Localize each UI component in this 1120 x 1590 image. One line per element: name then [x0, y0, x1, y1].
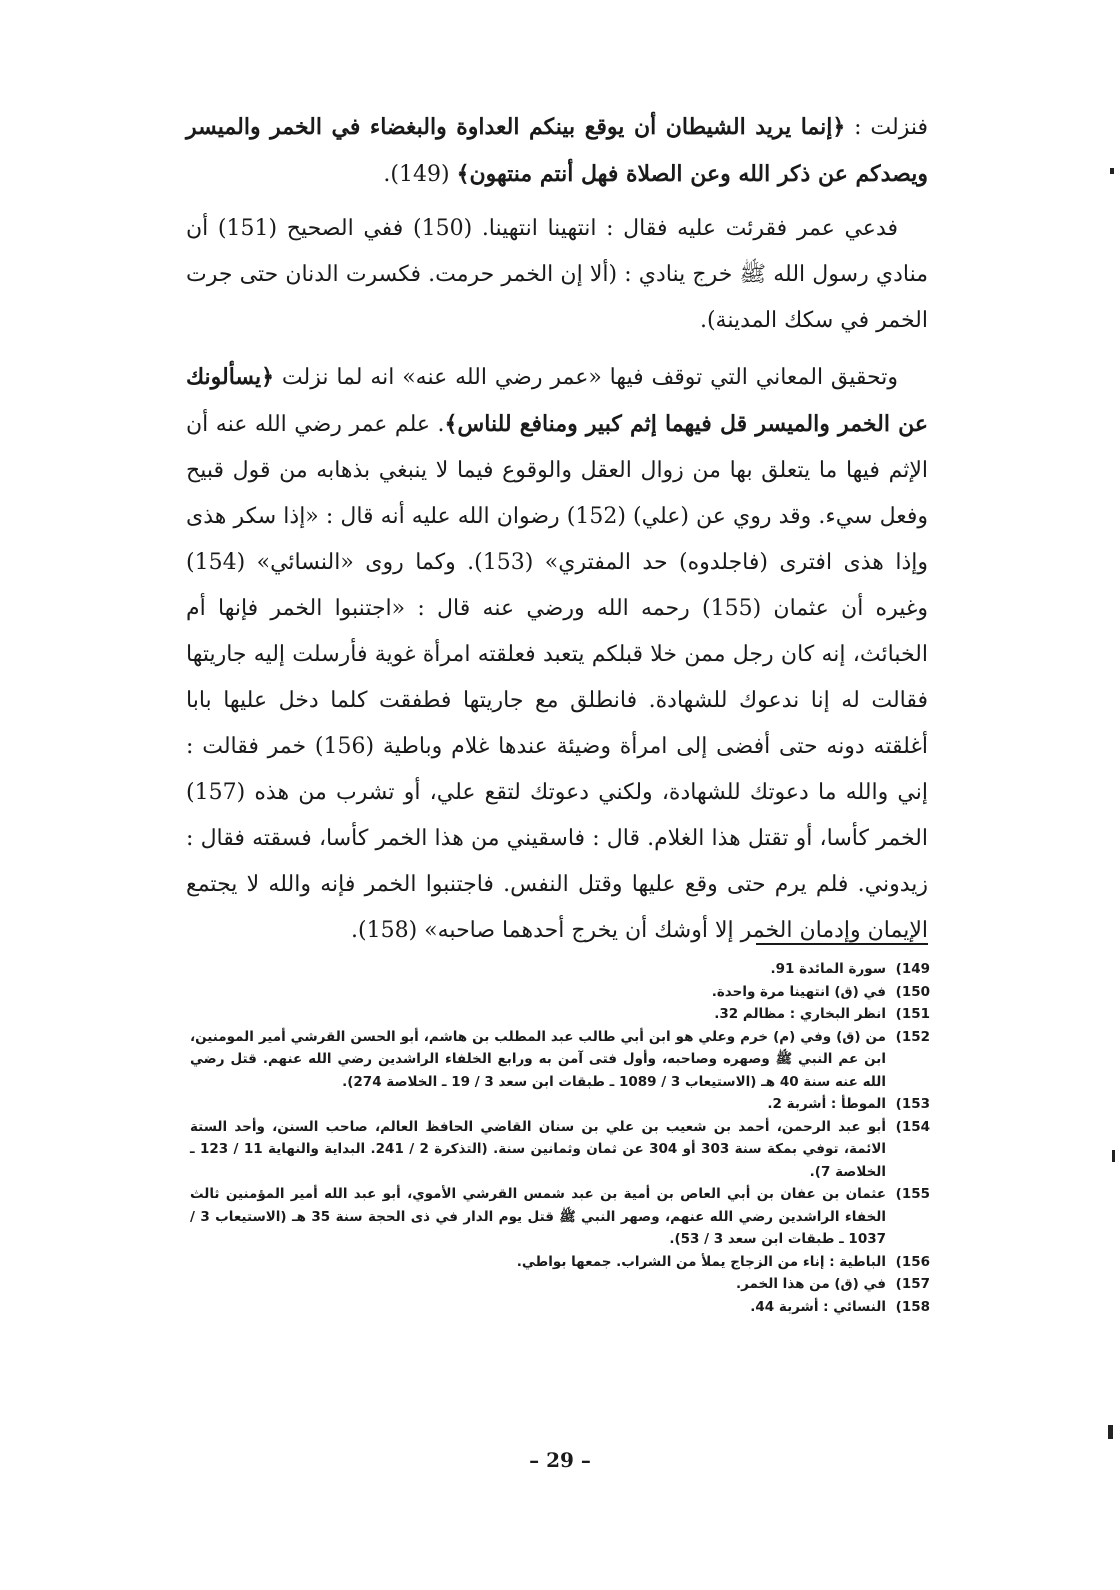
footnote-text: عثمان بن عفان بن أبي العاص بن أمية بن عبد شمس القرشي الأموي، أبو عبد الله أمير المؤمنين ثالث الخفاء الراشدين رضي الله عنهم، وصهر النبي ﷺ قتل يوم الدار في ذى الحجة سنة 35 هـ (الاستيعاب 3 / 1037 ـ طبقات ابن سعد 3 / 53).	[190, 1186, 887, 1247]
paragraph-3-text: . علم عمر رضي الله عنه أن الإثم فيها ما يتعلق بها من زوال العقل والوقوع فيما لا ينبغي بذهابه من قول قبيح وفعل سيء. وقد روي عن (علي) (152) رضوان الله عليه أنه قال : «إذا سكر هذى وإذا هذى افترى (فاجلدوه) حد المفتري» (153). وكما روى «النسائي» (154) وغيره أن عثمان (155) رحمه الله ورضي عنه قال : «اجتنبوا الخمر فإنها أم الخبائث، إنه كان رجل ممن خلا قبلكم يتعبد فعلقته امرأة غوية فأرسلت إليه جاريتها فقالت له إنا ندعوك للشهادة. فانطلق مع جاريتها فطفقت كلما دخل عليها بابا أغلقته دونه حتى أفضى إلى امرأة وضيئة عندها غلام وباطية (156) خمر فقالت : إني والله ما دعوتك للشهادة، ولكني دعوتك لتقع علي، أو تشرب من هذه (157) الخمر كأسا، أو تقتل هذا الغلام. قال : فاسقيني من هذا الخمر كأسا، فسقته فقال : زيدوني. فلم يرم حتى وقع عليها وقتل النفس. فاجتنبوا الخمر فإنه والله لا يجتمع الإيمان وإدمان الخمر إلا أوشك أن يخرج أحدهما صاحبه» (158).	[186, 412, 928, 943]
footnote-number: 156)	[895, 1253, 930, 1270]
footnote-number: 155)	[895, 1186, 930, 1202]
footnote-154	[190, 1116, 930, 1184]
footnote-number: 157)	[895, 1276, 930, 1292]
paragraph-1-intro: فنزلت :	[845, 115, 929, 140]
paragraph-2	[186, 206, 928, 344]
footnote-text: في (ق) من هذا الخمر.	[735, 1276, 886, 1292]
footnote-number: 149)	[895, 961, 930, 977]
paragraph-3-intro: وتحقيق المعاني التي توقف فيها «عمر رضي الله عنه» انه لما نزلت	[274, 365, 898, 390]
footnote-text: الباطية : إناء من الزجاج يملأ من الشراب. جمعها بواطي.	[516, 1253, 886, 1270]
footnote-158	[190, 1296, 930, 1319]
footnote-151	[190, 1003, 930, 1026]
footnotes	[190, 958, 930, 1318]
footnote-number: 150)	[895, 983, 930, 1000]
footnote-text: أبو عبد الرحمن، أحمد بن شعيب بن علي بن سنان القاضي الحافظ العالم، صاحب السنن، وأحد الستة الائمة، توفي بمكة سنة 303 أو 304 عن ثمان وثمانين سنة. (التذكرة 2 / 241. البداية والنهاية 11 / 123 ـ الخلاصة 7).	[190, 1118, 887, 1180]
footnote-number: 154)	[895, 1118, 930, 1135]
scan-mark	[1112, 1150, 1115, 1162]
footnote-150	[190, 981, 930, 1004]
footnote-text: في (ق) انتهينا مرة واحدة.	[711, 983, 886, 1000]
footnote-157	[190, 1273, 930, 1296]
footnote-separator	[756, 943, 928, 945]
page-number: – 29 –	[529, 1448, 591, 1472]
footnote-155	[190, 1183, 930, 1251]
quran-verse-2: ﴿يسألونك عن الخمر والميسر قل فيهما إثم كبير ومنافع للناس﴾	[186, 364, 928, 437]
main-text	[186, 104, 928, 954]
footnote-number: 151)	[895, 1006, 930, 1022]
footnote-text: انظر البخاري : مظالم 32.	[714, 1006, 886, 1022]
paragraph-3	[186, 354, 928, 954]
footnote-text: الموطأ : أشربة 2.	[767, 1096, 886, 1112]
footnote-text: سورة المائدة 91.	[770, 961, 886, 977]
footnote-152	[190, 1026, 930, 1094]
footnote-156	[190, 1251, 930, 1274]
quran-verse-1: ﴿إنما يريد الشيطان أن يوقع بينكم العداوة والبغضاء في الخمر والميسر ويصدكم عن ذكر الله وعن الصلاة فهل أنتم منتهون﴾	[186, 114, 928, 187]
footnote-text: من (ق) وفي (م) خرم وعلي هو ابن أبي طالب عبد المطلب بن هاشم، أبو الحسن القرشي أمير المومنين، ابن عم النبي ﷺ وصهره وصاحبه، وأول فتى آمن به ورابع الخلفاء الراشدين رضي الله عنهم. قتل رضي الله عنه سنة 40 هـ (الاستيعاب 3 / 1089 ـ طبقات ابن سعد 3 / 19 ـ الخلاصة 274).	[190, 1028, 886, 1090]
footnote-text: النسائي : أشربة 44.	[750, 1298, 886, 1315]
scan-mark	[1108, 1425, 1113, 1439]
footnote-149	[190, 958, 930, 981]
footnote-153	[190, 1093, 930, 1116]
footnote-number: 158)	[895, 1298, 930, 1315]
scan-mark	[1110, 168, 1114, 174]
paragraph-1-ref: (149).	[383, 162, 457, 187]
footnote-number: 153)	[895, 1096, 930, 1112]
footnote-number: 152)	[895, 1028, 930, 1045]
paragraph-1	[186, 104, 928, 198]
paragraph-2-text: فدعي عمر فقرئت عليه فقال : انتهينا انتهينا. (150) ففي الصحيح (151) أن منادي رسول الله ﷺ خرج ينادي : (ألا إن الخمر حرمت. فكسرت الدنان حتى جرت الخمر في سكك المدينة).	[186, 216, 928, 333]
